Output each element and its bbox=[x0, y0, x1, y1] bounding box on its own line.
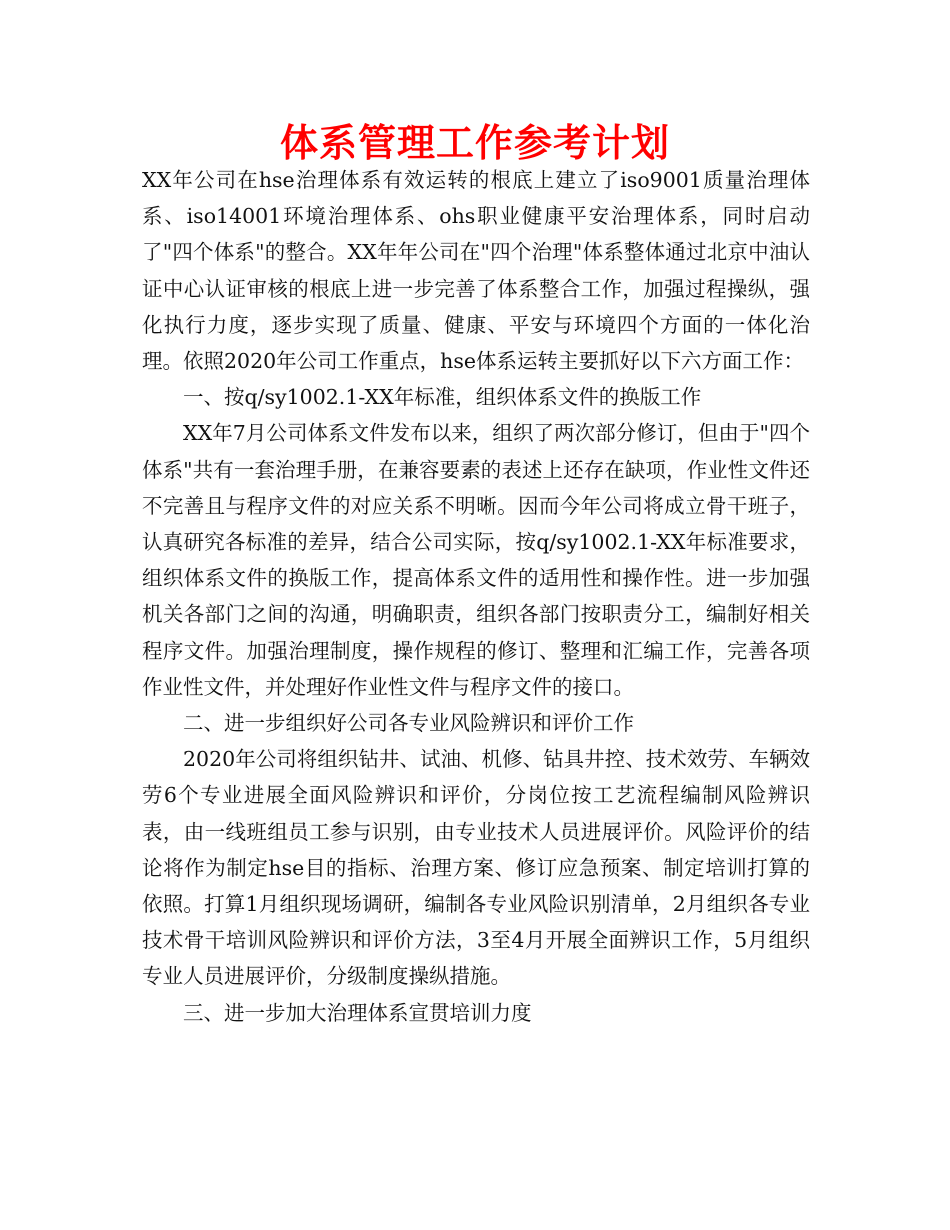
section-heading-1: 一、按q/sy1002.1-XX年标准，组织体系文件的换版工作 bbox=[183, 385, 702, 410]
document-title: 体系管理工作参考计划 bbox=[279, 121, 670, 165]
section-heading-3: 三、进一步加大治理体系宣贯培训力度 bbox=[183, 1000, 532, 1025]
paragraph-section-2: 2020年公司将组织钻井、试油、机修、钻具井控、技术效劳、车辆效劳6个专业进展全面风险辨识和评价，分岗位按工艺流程编制风险辨识表，由一线班组员工参与识别，由专业技术人员进展评价。风险评价的结论将作为制定hse目的指标、治理方案、修订应急预案、制定培训打算的依照。打算1月组织现场调研，编制各专业风险识别清单，2月组织各专业技术骨干培训风险辨识和评价方法，3至4月开展全面辨识工作，5月组织专业人员进展评价，分级制度操纵措施。 bbox=[142, 747, 810, 989]
paragraph-section-1: XX年7月公司体系文件发布以来，组织了两次部分修订，但由于"四个体系"共有一套治理手册，在兼容要素的表述上还存在缺项，作业性文件还不完善且与程序文件的对应关系不明晰。因而今年公司将成立骨干班子，认真研究各标准的差异，结合公司实际，按q/sy1002.1-XX年标准要求，组织体系文件的换版工作，提高体系文件的适用性和操作性。进一步加强机关各部门之间的沟通，明确职责，组织各部门按职责分工，编制好相关程序文件。加强治理制度，操作规程的修订、整理和汇编工作，完善各项作业性文件，并处理好作业性文件与程序文件的接口。 bbox=[142, 421, 810, 699]
section-heading-2: 二、进一步组织好公司各专业风险辨识和评价工作 bbox=[183, 711, 634, 736]
document-body bbox=[142, 162, 810, 1031]
paragraph-intro: XX年公司在hse治理体系有效运转的根底上建立了iso9001质量治理体系、iso14001环境治理体系、ohs职业健康平安治理体系，同时启动了"四个体系"的整合。XX年年公司在"四个治理"体系整体通过北京中油认证中心认证审核的根底上进一步完善了体系整合工作，加强过程操纵，强化执行力度，逐步实现了质量、健康、平安与环境四个方面的一体化治理。依照2020年公司工作重点，hse体系运转主要抓好以下六方面工作： bbox=[142, 168, 810, 374]
